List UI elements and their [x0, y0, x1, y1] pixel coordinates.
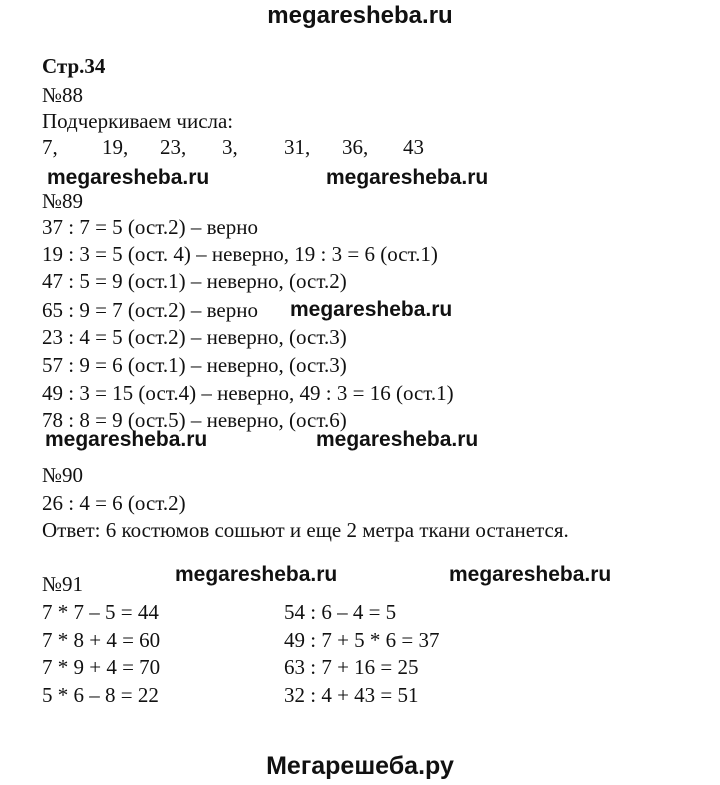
site-watermark-bottom: Мегарешеба.ру — [266, 752, 454, 780]
task-90-answer: Ответ: 6 костюмов сошьют и еще 2 метра ткани останется. — [42, 518, 569, 542]
task-91-right-expression: 54 : 6 – 4 = 5 — [284, 600, 397, 624]
task-88-number: №88 — [42, 83, 84, 107]
task-91-left-expression: 5 * 6 – 8 = 22 — [42, 683, 159, 707]
task-89-line: 49 : 3 = 15 (ост.4) – неверно, 49 : 3 = 16 (ост.1) — [42, 381, 454, 405]
site-watermark: megaresheba.ru — [449, 563, 612, 586]
task-89-line: 23 : 4 = 5 (ост.2) – неверно, (ост.3) — [42, 325, 347, 349]
site-watermark: megaresheba.ru — [45, 428, 208, 451]
site-watermark-top: megaresheba.ru — [267, 2, 453, 29]
task-91-left-expression: 7 * 8 + 4 = 60 — [42, 628, 161, 652]
task-90-expression: 26 : 4 = 6 (ост.2) — [42, 491, 186, 515]
site-watermark: megaresheba.ru — [326, 166, 489, 189]
task-88-instruction: Подчеркиваем числа: — [42, 109, 234, 133]
site-watermark: megaresheba.ru — [290, 298, 453, 321]
task-88-number-item: 23, — [160, 135, 187, 159]
task-91-right-expression: 49 : 7 + 5 * 6 = 37 — [284, 628, 440, 652]
task-88-number-item: 43 — [403, 135, 424, 159]
task-88-number-item: 36, — [342, 135, 369, 159]
site-watermark: megaresheba.ru — [175, 563, 338, 586]
task-88-number-item: 3, — [222, 135, 238, 159]
task-89-line: 65 : 9 = 7 (ост.2) – верно — [42, 298, 258, 322]
task-89-line: 47 : 5 = 9 (ост.1) – неверно, (ост.2) — [42, 269, 347, 293]
task-91-right-expression: 63 : 7 + 16 = 25 — [284, 655, 419, 679]
task-88-number-item: 7, — [42, 135, 58, 159]
site-watermark: megaresheba.ru — [316, 428, 479, 451]
site-watermark: megaresheba.ru — [47, 166, 210, 189]
task-89-line: 19 : 3 = 5 (ост. 4) – неверно, 19 : 3 = 6 (ост.1) — [42, 242, 438, 266]
task-91-left-expression: 7 * 7 – 5 = 44 — [42, 600, 159, 624]
task-91-number: №91 — [42, 572, 84, 596]
task-91-left-expression: 7 * 9 + 4 = 70 — [42, 655, 161, 679]
task-88-number-item: 31, — [284, 135, 311, 159]
page-label: Стр.34 — [42, 54, 106, 78]
task-91-right-expression: 32 : 4 + 43 = 51 — [284, 683, 419, 707]
task-88-number-item: 19, — [102, 135, 129, 159]
task-89-line: 78 : 8 = 9 (ост.5) – неверно, (ост.6) — [42, 408, 347, 432]
task-89-line: 57 : 9 = 6 (ост.1) – неверно, (ост.3) — [42, 353, 347, 377]
task-89-line: 37 : 7 = 5 (ост.2) – верно — [42, 215, 258, 239]
task-90-number: №90 — [42, 463, 84, 487]
task-89-number: №89 — [42, 189, 84, 213]
task-88-number-list — [0, 134, 720, 160]
